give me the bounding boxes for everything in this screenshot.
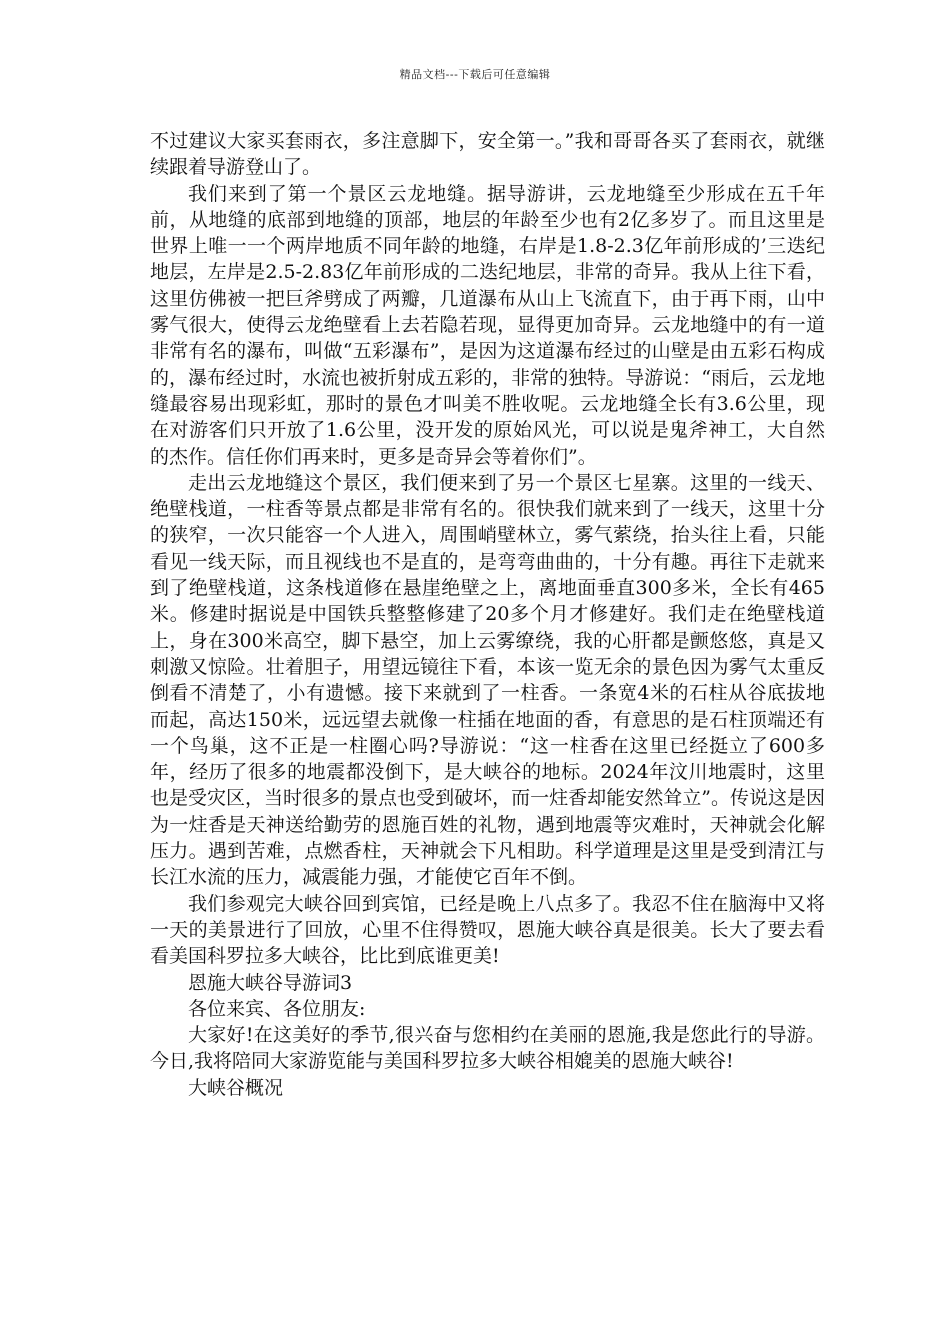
paragraph-greeting: 各位来宾、各位朋友: [188, 997, 366, 1020]
page-header: 精品文档---下载后可任意编辑 [399, 68, 551, 81]
paragraph-return-hotel: 我们参观完大峡谷回到宾馆，已经是晚上八点多了。我忍不住在脑海中又将一天的美景进行了回放，心里不住得赞叹，恩施大峡谷真是很美。长大了要去看看美国科罗拉多大峡谷，比比到底谁更美! [150, 892, 825, 968]
section-title-guide-speech-3: 恩施大峡谷导游词3 [188, 971, 353, 994]
paragraph-raincoat: 不过建议大家买套雨衣，多注意脚下，安全第一。”我和哥哥各买了套雨衣，就继续跟着导游登山了。 [150, 130, 825, 179]
section-heading-overview: 大峡谷概况 [188, 1076, 284, 1099]
document-body [150, 128, 825, 1101]
paragraph-yunlong-fissure: 我们来到了第一个景区云龙地缝。据导游讲，云龙地缝至少形成在五千年前，从地缝的底部到地缝的顶部，地层的年龄至少也有2亿多岁了。而且这里是世界上唯一一个两岸地质不同年龄的地缝，右岸是1.8-2.3亿年前形成的’三迭纪地层，左岸是2.5-2.83亿年前形成的二迭纪地层，非常的奇异。我从上往下看，这里仿佛被一把巨斧劈成了两瓣，几道瀑布从山上飞流直下，由于再下雨，山中雾气很大，使得云龙绝壁看上去若隐若现，显得更加奇异。云龙地缝中的有一道非常有名的瀑布，叫做“五彩瀑布”，是因为这道瀑布经过的山壁是由五彩石构成的，瀑布经过时，水流也被折射成五彩的，非常的独特。导游说：“雨后，云龙地缝最容易出现彩虹，那时的景色才叫美不胜收呢。云龙地缝全长有3.6公里，现在对游客们只开放了1.6公里，没开发的原始风光，可以说是鬼斧神工，大自然的杰作。信任你们再来时，更多是奇异会等着你们”。 [150, 182, 825, 468]
paragraph-welcome: 大家好!在这美好的季节,很兴奋与您相约在美丽的恩施,我是您此行的导游。今日,我将陪同大家游览能与美国科罗拉多大峡谷相媲美的恩施大峡谷! [150, 1024, 825, 1073]
paragraph-qixingzhai: 走出云龙地缝这个景区，我们便来到了另一个景区七星寨。这里的一线天、绝壁栈道，一柱香等景点都是非常有名的。很快我们就来到了一线天，这里十分的狭窄，一次只能容一个人进入，周围峭壁林立，雾气萦绕，抬头往上看，只能看见一线天际，而且视线也不是直的，是弯弯曲曲的，十分有趣。再往下走就来到了绝壁栈道，这条栈道修在悬崖绝壁之上，离地面垂直300多米，全长有465米。修建时据说是中国铁兵整整修建了20多个月才修建好。我们走在绝壁栈道上，身在300米高空，脚下悬空，加上云雾缭绕，我的心肝都是颤悠悠，真是又刺激又惊险。壮着胆子，用望远镜往下看，本该一览无余的景色因为雾气太重反倒看不清楚了，小有遗憾。接下来就到了一柱香。一条宽4米的石柱从谷底拔地而起，高达150米，远远望去就像一柱插在地面的香，有意思的是石柱顶端还有一个鸟巢，这不正是一柱圈心吗?导游说：“这一柱香在这里已经挺立了600多年，经历了很多的地震都没倒下，是大峡谷的地标。2024年汶川地震时，这里也是受灾区，当时很多的景点也受到破坏，而一炷香却能安然耸立”。传说这是因为一炷香是天神送给勤劳的恩施百姓的礼物，遇到地震等灾难时，天神就会化解压力。遇到苦难，点燃香柱，天神就会下凡相助。科学道理是这里是受到清江与长江水流的压力，减震能力强，才能使它百年不倒。 [150, 471, 825, 889]
